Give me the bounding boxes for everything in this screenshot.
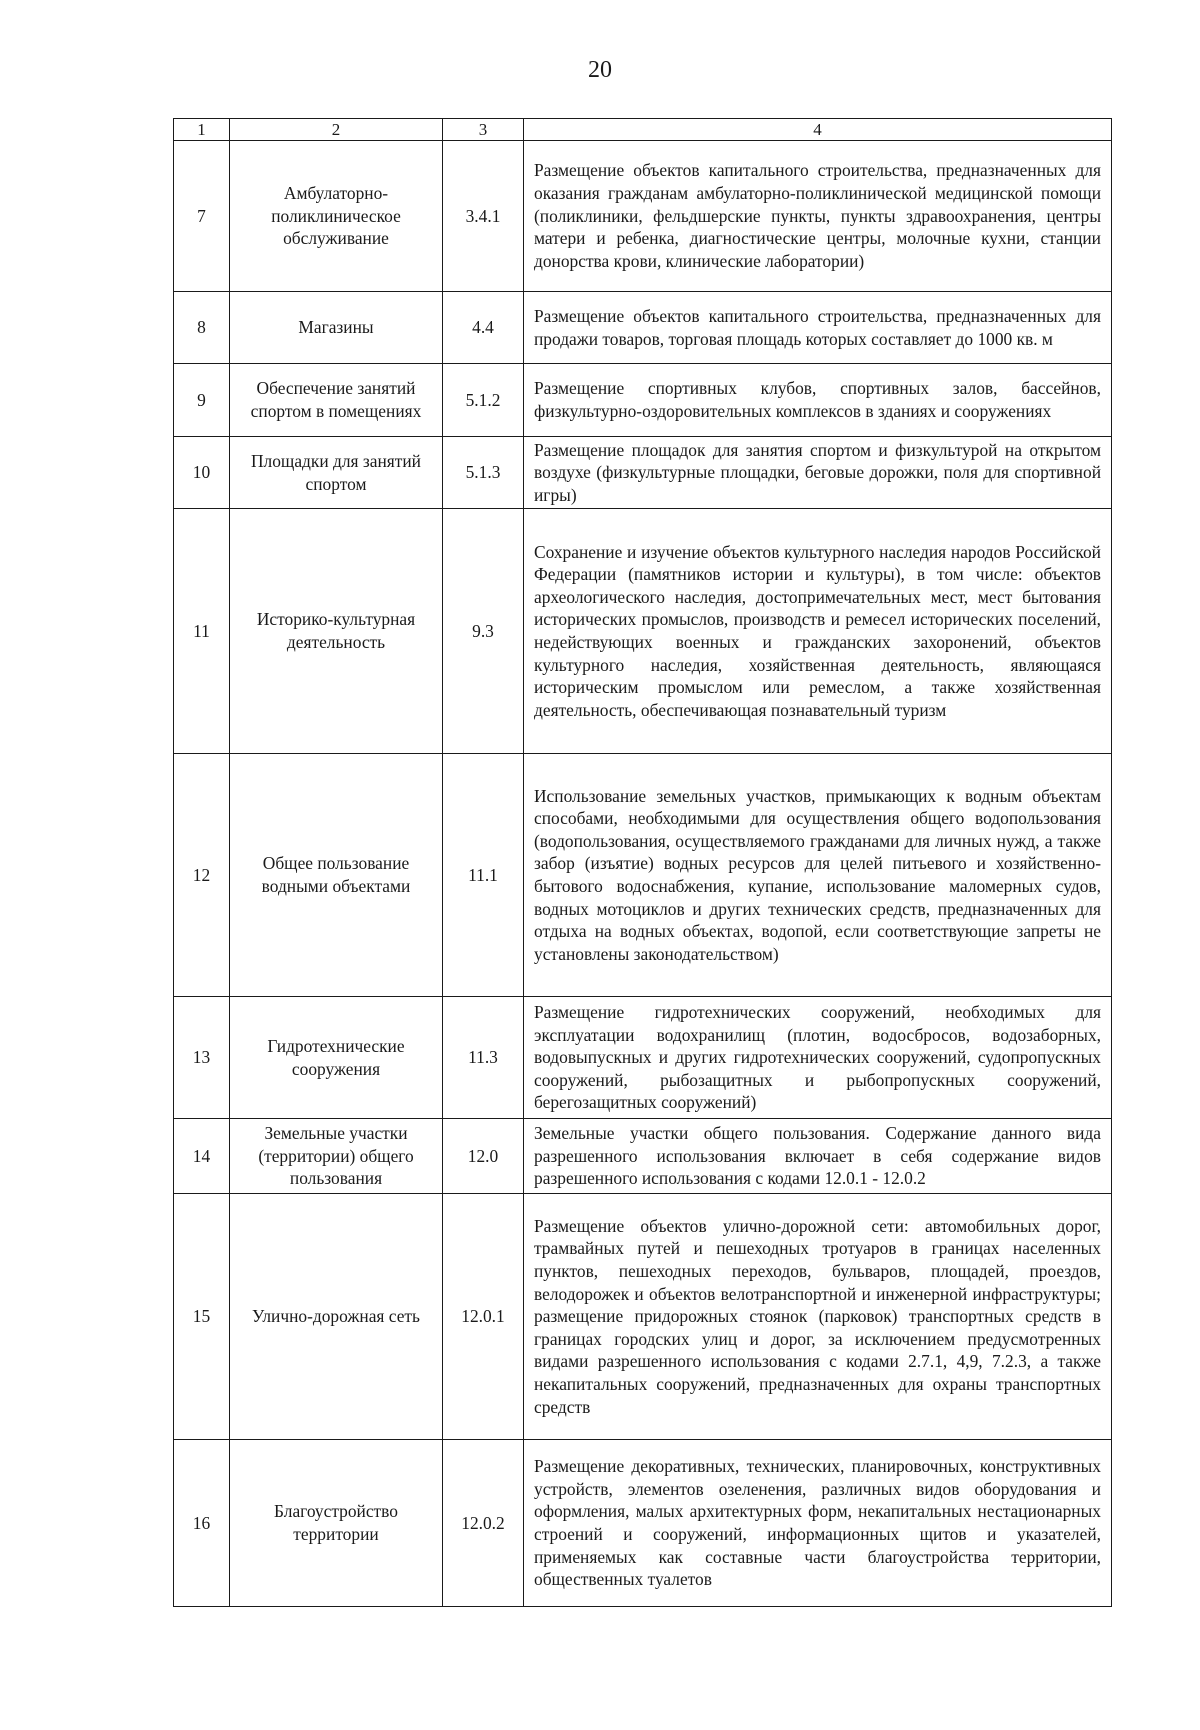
header-cell: 2 <box>230 119 443 141</box>
row-number: 11 <box>174 509 230 754</box>
use-code: 3.4.1 <box>443 141 524 292</box>
table-row <box>174 364 1112 437</box>
table-row <box>174 509 1112 754</box>
header-cell: 1 <box>174 119 230 141</box>
use-code: 5.1.2 <box>443 364 524 437</box>
use-name: Площадки для занятий спортом <box>230 437 443 509</box>
row-number: 7 <box>174 141 230 292</box>
page-number: 20 <box>588 57 612 83</box>
use-name: Амбулаторно-поликлиническое обслуживание <box>230 141 443 292</box>
row-number: 13 <box>174 997 230 1119</box>
table-row <box>174 1119 1112 1194</box>
use-name: Гидротехнические сооружения <box>230 997 443 1119</box>
table-row <box>174 1194 1112 1440</box>
use-code: 9.3 <box>443 509 524 754</box>
use-description: Размещение гидротехнических сооружений, необходимых для эксплуатации водохранилищ (плотин, водосбросов, водозаборных, водовыпускных и других гидротехнических сооружений, судопропускных сооружений, рыбозащитных и рыбопропускных сооружений, берегозащитных сооружений) <box>524 997 1112 1119</box>
table-row <box>174 141 1112 292</box>
use-description: Размещение объектов капитального строительства, предназначенных для продажи товаров, торговая площадь которых составляет до 1000 кв. м <box>524 292 1112 364</box>
header-cell: 3 <box>443 119 524 141</box>
table-header-row <box>174 119 1112 141</box>
use-name: Историко-культурная деятельность <box>230 509 443 754</box>
table-row <box>174 437 1112 509</box>
row-number: 16 <box>174 1440 230 1607</box>
use-code: 4.4 <box>443 292 524 364</box>
use-description: Размещение спортивных клубов, спортивных залов, бассейнов, физкультурно-оздоровительных комплексов в зданиях и сооружениях <box>524 364 1112 437</box>
use-code: 11.3 <box>443 997 524 1119</box>
table-row <box>174 1440 1112 1607</box>
use-description: Размещение объектов улично-дорожной сети: автомобильных дорог, трамвайных путей и пешеходных тротуаров в границах населенных пунктов, пешеходных переходов, бульваров, площадей, проездов, велодорожек и объектов велотранспортной и инженерной инфраструктуры; размещение придорожных стоянок (парковок) транспортных средств в границах городских улиц и дорог, за исключением предусмотренных видами разрешенного использования с кодами 2.7.1, 4,9, 7.2.3, а также некапитальных сооружений, предназначенных для охраны транспортных средств <box>524 1194 1112 1440</box>
use-description: Использование земельных участков, примыкающих к водным объектам способами, необходимыми для осуществления общего водопользования (водопользования, осуществляемого гражданами для личных нужд, а также забор (изъятие) водных ресурсов для целей питьевого и хозяйственно-бытового водоснабжения, купание, использование маломерных судов, водных мотоциклов и других технических средств, предназначенных для отдыха на водных объектах, водопой, если соответствующие запреты не установлены законодательством) <box>524 754 1112 997</box>
table-row <box>174 754 1112 997</box>
row-number: 10 <box>174 437 230 509</box>
use-code: 11.1 <box>443 754 524 997</box>
use-code: 12.0 <box>443 1119 524 1194</box>
use-name: Земельные участки (территории) общего пользования <box>230 1119 443 1194</box>
table-row <box>174 292 1112 364</box>
land-use-table <box>173 118 1112 1607</box>
use-code: 12.0.1 <box>443 1194 524 1440</box>
row-number: 14 <box>174 1119 230 1194</box>
row-number: 8 <box>174 292 230 364</box>
use-code: 5.1.3 <box>443 437 524 509</box>
use-description: Земельные участки общего пользования. Содержание данного вида разрешенного использования включает в себя содержание видов разрешенного использования с кодами 12.0.1 - 12.0.2 <box>524 1119 1112 1194</box>
use-description: Размещение объектов капитального строительства, предназначенных для оказания гражданам амбулаторно-поликлинической медицинской помощи (поликлиники, фельдшерские пункты, пункты здравоохранения, центры матери и ребенка, диагностические центры, молочные кухни, станции донорства крови, клинические лаборатории) <box>524 141 1112 292</box>
use-description: Размещение декоративных, технических, планировочных, конструктивных устройств, элементов озеленения, различных видов оборудования и оформления, малых архитектурных форм, некапитальных нестационарных строений и сооружений, информационных щитов и указателей, применяемых как составные части благоустройства территории, общественных туалетов <box>524 1440 1112 1607</box>
header-cell: 4 <box>524 119 1112 141</box>
use-name: Общее пользование водными объектами <box>230 754 443 997</box>
use-description: Размещение площадок для занятия спортом и физкультурой на открытом воздухе (физкультурные площадки, беговые дорожки, поля для спортивной игры) <box>524 437 1112 509</box>
row-number: 15 <box>174 1194 230 1440</box>
use-name: Обеспечение занятий спортом в помещениях <box>230 364 443 437</box>
row-number: 12 <box>174 754 230 997</box>
use-name: Благоустройство территории <box>230 1440 443 1607</box>
use-code: 12.0.2 <box>443 1440 524 1607</box>
row-number: 9 <box>174 364 230 437</box>
use-description: Сохранение и изучение объектов культурного наследия народов Российской Федерации (памятников истории и культуры), в том числе: объектов археологического наследия, достопримечательных мест, мест бытования исторических промыслов, производств и ремесел исторических поселений, недействующих военных и гражданских захоронений, объектов культурного наследия, хозяйственная деятельность, являющаяся историческим промыслом или ремеслом, а также хозяйственная деятельность, обеспечивающая познавательный туризм <box>524 509 1112 754</box>
table-row <box>174 997 1112 1119</box>
use-name: Магазины <box>230 292 443 364</box>
use-name: Улично-дорожная сеть <box>230 1194 443 1440</box>
